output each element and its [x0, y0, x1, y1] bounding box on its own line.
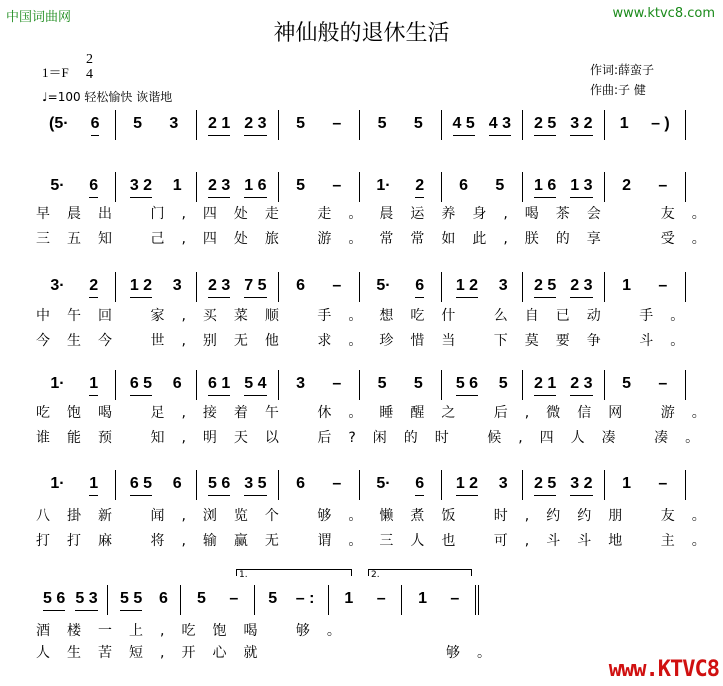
time-signature [86, 52, 93, 82]
measure [522, 370, 604, 400]
measure [441, 172, 523, 202]
measure [34, 585, 107, 615]
note-group: 6 [296, 277, 306, 294]
measure [278, 110, 360, 140]
measure [604, 272, 687, 302]
note-group: – [450, 590, 460, 607]
note-group: 6 [159, 590, 168, 607]
measure [196, 370, 278, 400]
note-group: 6 5 [130, 375, 152, 396]
note-group: 5 3 [75, 590, 97, 611]
note-group: 6 [415, 277, 424, 298]
note-group: 5 6 [208, 475, 230, 496]
measure [522, 470, 604, 500]
note-group: 2 3 [244, 115, 266, 136]
measure [328, 585, 402, 615]
credits [590, 60, 654, 100]
note-group: 1 [89, 475, 98, 496]
measure [441, 370, 523, 400]
logo-ktvc8: KTVC8 [657, 657, 719, 682]
notation-system [34, 172, 686, 202]
measure [441, 110, 523, 140]
note-group: 5 [498, 375, 508, 392]
measure [604, 370, 687, 400]
lyric-line: 早晨出 门,四处走 走。晨运养身,喝茶会 友。 [36, 206, 723, 222]
note-group: 5 [377, 375, 387, 392]
measure [441, 272, 523, 302]
measure [359, 272, 441, 302]
note-group: 1 [172, 177, 182, 194]
note-group: 3 [296, 375, 306, 392]
site-url[interactable]: www.ktvc8.com [612, 6, 715, 21]
note-group: 5 5 [120, 590, 142, 611]
note-group: – [332, 115, 342, 132]
note-group: 6 [172, 475, 182, 492]
note-group: 3 [172, 277, 182, 294]
note-group: 2 3 [570, 277, 592, 298]
measure [115, 272, 197, 302]
measure [34, 470, 115, 500]
notation-system [34, 272, 686, 302]
note-group: 5 6 [43, 590, 65, 611]
measure [522, 172, 604, 202]
measure [196, 110, 278, 140]
measure [359, 110, 441, 140]
note-group: 5 [622, 375, 632, 392]
note-group: 1 [418, 590, 427, 607]
lyric-line: 吃饱喝 足,接着午 休。睡醒之 后,微信网 游。 [36, 405, 723, 421]
note-group: 2 1 [208, 115, 230, 136]
note-group: 6 [296, 475, 306, 492]
note-group: 6 [459, 177, 469, 194]
note-group: 5· [376, 475, 391, 492]
note-group: 6 [415, 475, 424, 496]
note-group: 1 2 [130, 277, 152, 298]
note-group: – [376, 590, 386, 607]
logo-www: www. [608, 657, 658, 682]
note-group: 3 [498, 475, 508, 492]
key-signature: 1＝F [42, 65, 69, 80]
note-group: 5· [376, 277, 391, 294]
volta-bracket: 2. [368, 569, 472, 576]
note-group: – [332, 375, 342, 392]
note-group: – [229, 590, 239, 607]
note-group: – [332, 177, 342, 194]
note-group: 5 4 [244, 375, 266, 396]
lyricist: 作词:薛蛮子 [590, 63, 655, 77]
note-group: – [332, 475, 342, 492]
note-group: 2 3 [208, 277, 230, 298]
lyric-line: 三五知 己,四处旅 游。常常如此,朕的享 受。 [36, 231, 723, 247]
note-group: 6 5 [130, 475, 152, 496]
note-group: 2 3 [570, 375, 592, 396]
measure [278, 172, 360, 202]
measure [359, 370, 441, 400]
measure [278, 470, 360, 500]
note-group: 3 [498, 277, 508, 294]
measure [34, 172, 115, 202]
note-group: 4 5 [453, 115, 475, 136]
measure [34, 110, 115, 140]
note-group: 3 2 [570, 115, 592, 136]
lyric-line: 人生苦短,开心就 够。 [36, 645, 509, 661]
note-group: 7 5 [244, 277, 266, 298]
note-group: – [658, 375, 668, 392]
measure [115, 172, 197, 202]
measure [278, 370, 360, 400]
measure [34, 272, 115, 302]
note-group: 5 [495, 177, 505, 194]
note-group: 5 6 [456, 375, 478, 396]
volta-bracket: 1. [236, 569, 352, 576]
note-group: 5 [296, 115, 306, 132]
note-group: 1 2 [456, 277, 478, 298]
note-group: 1 2 [456, 475, 478, 496]
note-group: 2 3 [208, 177, 230, 198]
measure [522, 272, 604, 302]
note-group: 5 [133, 115, 143, 132]
note-group: 3 5 [244, 475, 266, 496]
measure [180, 585, 254, 615]
measure [359, 172, 441, 202]
note-group: 1 [89, 375, 98, 396]
note-group: 3 2 [570, 475, 592, 496]
note-group: – : [295, 590, 315, 607]
note-group: 6 [172, 375, 182, 392]
note-group: 5 [377, 115, 387, 132]
note-group: 1· [50, 375, 65, 392]
note-group: 2 5 [534, 115, 556, 136]
time-bottom: 4 [86, 67, 93, 82]
note-group: 1 [344, 590, 354, 607]
note-group: 4 3 [489, 115, 511, 136]
lyric-line: 今生今 世,别无他 求。珍惜当 下莫要争 斗。 [36, 333, 702, 349]
measure [34, 370, 115, 400]
note-group: 1 [622, 475, 632, 492]
lyric-line: 八掛新 闻,浏览个 够。懒煮饭 时,约约朋 友。 [36, 508, 723, 524]
note-group: 2 [89, 277, 98, 298]
tempo-marking: ♩=100 轻松愉快 诙谐地 [42, 90, 173, 104]
note-group: 5 [413, 375, 423, 392]
measure [359, 470, 441, 500]
note-group: 1· [376, 177, 391, 194]
measure [115, 470, 197, 500]
note-group: 3 2 [130, 177, 152, 198]
note-group: 5 [197, 590, 206, 607]
site-name: 中国词曲网 [6, 10, 72, 25]
measure [254, 585, 328, 615]
note-group: 1 6 [244, 177, 266, 198]
measure [115, 370, 197, 400]
note-group: 1 3 [570, 177, 592, 198]
measure [604, 172, 687, 202]
song-title: 神仙般的退休生活 [273, 21, 450, 46]
measure [278, 272, 360, 302]
measure [401, 585, 479, 615]
note-group: 6 [89, 177, 98, 198]
note-group: 2 [415, 177, 424, 198]
measure [196, 272, 278, 302]
time-top: 2 [86, 52, 93, 67]
note-group: 6 1 [208, 375, 230, 396]
note-group: (5· [49, 115, 69, 132]
note-group: 2 5 [534, 475, 556, 496]
note-group: 6 [91, 115, 100, 136]
measure [604, 470, 687, 500]
measure [441, 470, 523, 500]
note-group: 1 6 [534, 177, 556, 198]
notation-system [34, 370, 686, 400]
lyric-line: 谁能预 知,明天以 后?闲的时 候,四人凑 凑。 [36, 430, 717, 446]
note-group: 2 1 [534, 375, 556, 396]
lyric-line: 中午回 家,买菜顺 手。想吃什 么自已动 手。 [36, 308, 702, 324]
note-group: 3 [169, 115, 179, 132]
note-group: – [658, 177, 668, 194]
note-group: 5 [296, 177, 306, 194]
note-group: 1 [622, 277, 632, 294]
note-group: 2 [622, 177, 632, 194]
footer-logo [609, 657, 719, 682]
composer: 作曲:子 健 [590, 83, 646, 97]
measure [115, 110, 197, 140]
note-group: – [658, 277, 668, 294]
measure [196, 172, 278, 202]
note-group: 5 [268, 590, 278, 607]
lyric-line: 打打麻 将,输赢无 谓。三人也 可,斗斗地 主。 [36, 533, 723, 549]
note-group: – ) [651, 115, 670, 132]
notation-system [34, 110, 686, 140]
note-group: – [658, 475, 668, 492]
lyric-line: 酒楼一上,吃饱喝 够。 [36, 623, 358, 639]
note-group: 5 [413, 115, 423, 132]
note-group: 3· [50, 277, 65, 294]
measure [522, 110, 604, 140]
note-group: 2 5 [534, 277, 556, 298]
note-group: 1· [50, 475, 65, 492]
measure [107, 585, 181, 615]
measure [604, 110, 687, 140]
note-group: 1 [619, 115, 629, 132]
note-group: 5· [50, 177, 65, 194]
notation-system [34, 470, 686, 500]
notation-system [34, 585, 479, 615]
note-group: – [332, 277, 342, 294]
measure [196, 470, 278, 500]
